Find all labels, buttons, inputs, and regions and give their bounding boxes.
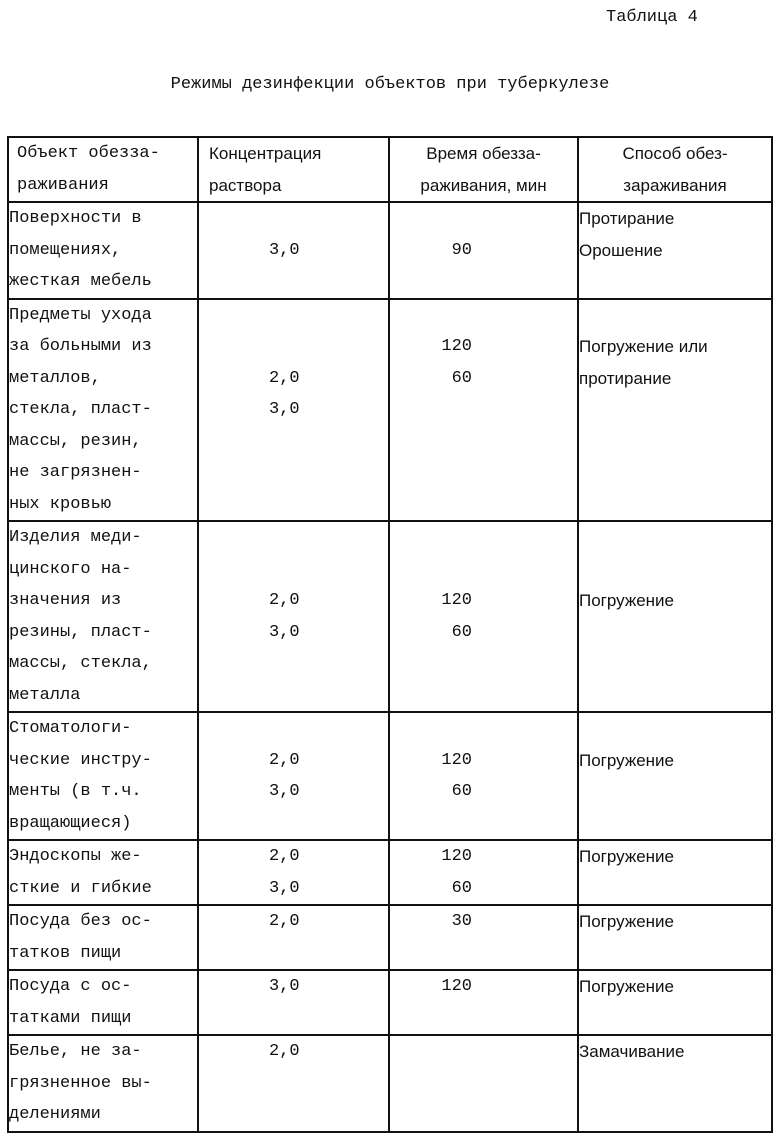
cell-concentration xyxy=(198,905,389,970)
cell-concentration-line: 3,0 xyxy=(269,240,300,260)
cell-time-line: 120 xyxy=(441,337,472,356)
table-row xyxy=(8,712,772,840)
cell-method xyxy=(578,712,772,840)
cell-object-line: Стоматологи- xyxy=(9,719,132,738)
cell-concentration-line xyxy=(199,331,388,363)
cell-object-line: металла xyxy=(9,685,81,705)
cell-method-line: Погружение xyxy=(579,750,674,770)
cell-concentration-line xyxy=(199,300,388,332)
cell-concentration-line: 3,0 xyxy=(269,878,300,898)
cell-object-line: значения из xyxy=(9,591,122,610)
cell-object-line: не загрязнен- xyxy=(9,463,142,482)
cell-object-line: Изделия меди- xyxy=(9,528,142,547)
table-row xyxy=(8,970,772,1035)
cell-method-line: Погружение или xyxy=(579,337,708,356)
cell-method-line: Замачивание xyxy=(579,1042,685,1061)
cell-object xyxy=(8,1035,198,1132)
cell-object-line: массы, стекла, xyxy=(9,654,152,673)
cell-time xyxy=(389,299,578,522)
cell-method xyxy=(578,202,772,299)
header-time: Время обезза- раживания, мин xyxy=(389,137,578,202)
cell-method-line: Протирание xyxy=(579,209,675,228)
cell-method-line: Погружение xyxy=(579,591,674,610)
cell-concentration-line: 3,0 xyxy=(269,977,300,996)
cell-object-line: сткие и гибкие xyxy=(9,878,152,898)
header-concentration: Концентрация раствора xyxy=(198,137,389,202)
cell-object-line: татков пищи xyxy=(9,943,122,963)
cell-method xyxy=(578,1035,772,1132)
cell-object xyxy=(8,712,198,840)
cell-concentration-line xyxy=(199,203,388,235)
header-row xyxy=(8,137,772,202)
cell-concentration-line: 2,0 xyxy=(269,1042,300,1061)
cell-method xyxy=(578,840,772,905)
cell-time-line xyxy=(390,300,577,332)
cell-object-line: татками пищи xyxy=(9,1008,132,1028)
cell-time-line: 120 xyxy=(441,977,472,996)
cell-concentration xyxy=(198,840,389,905)
cell-object xyxy=(8,299,198,522)
cell-time xyxy=(389,1035,578,1132)
cell-object-line: стекла, пласт- xyxy=(9,400,152,419)
cell-method-line: Погружение xyxy=(579,977,674,996)
cell-method-line xyxy=(579,522,771,554)
cell-time xyxy=(389,202,578,299)
cell-concentration-line: 3,0 xyxy=(269,782,300,801)
cell-method-line xyxy=(579,713,771,745)
cell-object-line: ческие инстру- xyxy=(9,750,152,770)
cell-concentration xyxy=(198,970,389,1035)
cell-method-line: Погружение xyxy=(579,912,674,931)
cell-time xyxy=(389,840,578,905)
cell-method xyxy=(578,521,772,712)
cell-time-line: 30 xyxy=(451,912,472,931)
cell-object-line: вращающиеся) xyxy=(9,813,132,833)
cell-concentration-line xyxy=(199,713,388,745)
cell-concentration-line xyxy=(199,554,388,586)
table-row xyxy=(8,299,772,522)
cell-concentration xyxy=(198,521,389,712)
cell-object-line: Предметы ухода xyxy=(9,305,152,325)
disinfection-table xyxy=(7,136,773,1133)
cell-object-line: жесткая мебель xyxy=(9,272,152,291)
cell-object xyxy=(8,840,198,905)
cell-object-line: цинского на- xyxy=(9,559,132,579)
cell-object xyxy=(8,970,198,1035)
table-row xyxy=(8,521,772,712)
cell-object-line: Посуда с ос- xyxy=(9,977,132,996)
cell-concentration-line: 2,0 xyxy=(269,750,300,770)
table-caption: Режимы дезинфекции объектов при туберкулезе xyxy=(170,75,610,94)
cell-object-line: Эндоскопы же- xyxy=(9,847,142,866)
cell-time-line xyxy=(390,522,577,554)
cell-time xyxy=(389,712,578,840)
cell-concentration-line: 3,0 xyxy=(269,400,300,419)
cell-object-line: Посуда без ос- xyxy=(9,912,152,931)
cell-time-line xyxy=(390,1036,577,1068)
cell-time-line: 60 xyxy=(451,878,472,898)
cell-concentration xyxy=(198,712,389,840)
table-row xyxy=(8,905,772,970)
cell-time-line: 90 xyxy=(451,240,472,260)
cell-method xyxy=(578,970,772,1035)
cell-concentration-line: 2,0 xyxy=(269,912,300,931)
cell-object xyxy=(8,521,198,712)
cell-object-line: Поверхности в xyxy=(9,209,142,228)
cell-object-line: менты (в т.ч. xyxy=(9,782,142,801)
cell-time xyxy=(389,970,578,1035)
cell-time xyxy=(389,905,578,970)
table-row xyxy=(8,840,772,905)
cell-concentration xyxy=(198,202,389,299)
cell-method-line: протирание xyxy=(579,368,672,388)
cell-object-line: металлов, xyxy=(9,368,101,388)
table-row xyxy=(8,1035,772,1132)
cell-method-line: Погружение xyxy=(579,847,674,866)
cell-method-line xyxy=(579,300,771,332)
cell-concentration xyxy=(198,1035,389,1132)
cell-time-line: 120 xyxy=(441,750,472,770)
cell-time-line xyxy=(390,554,577,586)
cell-time-line: 60 xyxy=(451,782,472,801)
cell-object-line: за больными из xyxy=(9,337,152,356)
cell-object-line: Белье, не за- xyxy=(9,1042,142,1061)
cell-time xyxy=(389,521,578,712)
cell-object-line: резины, пласт- xyxy=(9,622,152,642)
cell-concentration-line: 2,0 xyxy=(269,847,300,866)
cell-object-line: грязненное вы- xyxy=(9,1073,152,1093)
cell-object-line: делениями xyxy=(9,1105,101,1124)
cell-concentration-line xyxy=(199,522,388,554)
cell-time-line: 120 xyxy=(441,591,472,610)
cell-object-line: массы, резин, xyxy=(9,431,142,451)
table-row xyxy=(8,202,772,299)
cell-method xyxy=(578,905,772,970)
header-object: Объект обезза- раживания xyxy=(8,137,198,202)
cell-method-line: Орошение xyxy=(579,240,663,260)
cell-time-line: 60 xyxy=(451,622,472,642)
cell-time-line xyxy=(390,203,577,235)
cell-concentration-line: 3,0 xyxy=(269,622,300,642)
cell-method-line xyxy=(579,554,771,586)
cell-method xyxy=(578,299,772,522)
cell-time-line: 60 xyxy=(451,368,472,388)
cell-time-line: 120 xyxy=(441,847,472,866)
cell-object-line: ных кровью xyxy=(9,494,112,514)
cell-time-line xyxy=(390,713,577,745)
table-number: Таблица 4 xyxy=(606,8,698,27)
cell-object-line: помещениях, xyxy=(9,240,122,260)
cell-concentration xyxy=(198,299,389,522)
cell-object xyxy=(8,202,198,299)
cell-concentration-line: 2,0 xyxy=(269,368,300,388)
cell-object xyxy=(8,905,198,970)
cell-concentration-line: 2,0 xyxy=(269,591,300,610)
header-method: Способ обез- зараживания xyxy=(578,137,772,202)
